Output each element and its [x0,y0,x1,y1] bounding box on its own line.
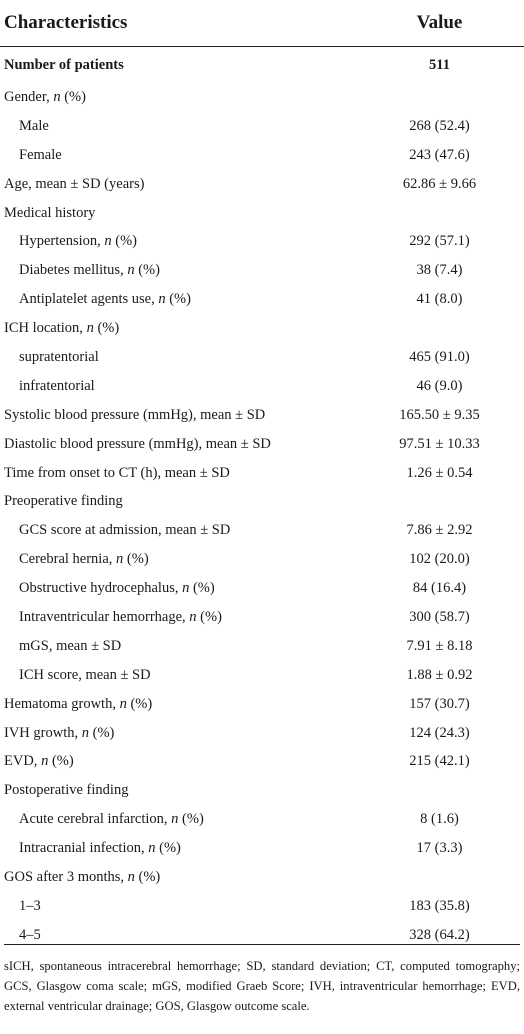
table-row [0,574,524,603]
table-row [0,661,524,690]
header-row [0,0,524,47]
row-label: ICH score, mean ± SD [19,666,151,683]
row-label: Hematoma growth, n (%) [4,695,153,712]
row-value: 41 (8.0) [416,291,463,308]
row-value: 511 [429,56,450,73]
row-label: Male [19,117,49,134]
row-value: 215 (42.1) [409,753,470,770]
table-footnote: sICH, spontaneous intracerebral hemorrhage; SD, standard deviation; CT, computed tomography; GCS, Glasgow coma scale; mGS, modified Graeb Score; IVH, intraventricular hemorrhage; EVD, external ventricular drainage; GOS, Glasgow outcome scale. [4,944,520,1016]
row-label: Hypertension, n (%) [19,233,137,250]
row-value: 465 (91.0) [409,348,470,365]
row-label: EVD, n (%) [4,753,74,770]
row-label: infratentorial [19,377,95,394]
table-row [0,256,524,285]
row-value: 46 (9.0) [416,377,463,394]
table-row [0,112,524,141]
table-row [0,314,524,343]
row-label: ICH location, n (%) [4,320,120,337]
row-value: 1.26 ± 0.54 [406,464,473,481]
table-row [0,199,524,228]
table-row [0,227,524,256]
row-label: Postoperative finding [4,782,129,799]
row-value: 165.50 ± 9.35 [399,406,480,423]
row-label: GCS score at admission, mean ± SD [19,522,231,539]
table-row [0,516,524,545]
row-value: 1.88 ± 0.92 [406,666,473,683]
row-label: Age, mean ± SD (years) [4,175,145,192]
row-value: 292 (57.1) [409,233,470,250]
table-row [0,401,524,430]
row-label: Diastolic blood pressure (mmHg), mean ± SD [4,435,271,452]
table-row [0,372,524,401]
row-label: Number of patients [4,56,124,73]
row-value [355,83,524,112]
table-row [0,632,524,661]
row-value: 38 (7.4) [416,262,463,279]
table-row [0,83,524,112]
row-value: 183 (35.8) [409,897,470,914]
table-row [0,690,524,719]
table-row [0,343,524,372]
row-value: 7.91 ± 8.18 [406,637,473,654]
table-row [0,834,524,863]
row-value: 268 (52.4) [409,117,470,134]
row-value: 124 (24.3) [409,724,470,741]
row-label: Female [19,146,62,163]
row-label: Gender, n (%) [4,88,86,105]
row-label: Cerebral hernia, n (%) [19,551,149,568]
row-value: 62.86 ± 9.66 [402,175,477,192]
row-value: 300 (58.7) [409,608,470,625]
table-row [0,170,524,199]
table-row [0,863,524,892]
table-body [0,47,524,950]
row-value [355,199,524,228]
row-value: 8 (1.6) [420,811,459,828]
table-row [0,285,524,314]
table-row [0,603,524,632]
table-header [0,0,524,47]
row-value [355,314,524,343]
row-label: Medical history [4,204,96,221]
row-label: Systolic blood pressure (mmHg), mean ± SD [4,406,266,423]
table-row [0,487,524,516]
row-label: Antiplatelet agents use, n (%) [19,291,191,308]
row-label: IVH growth, n (%) [4,724,115,741]
row-value [355,863,524,892]
table-row [0,545,524,574]
row-label: mGS, mean ± SD [19,637,122,654]
table-row [0,776,524,805]
row-label: Acute cerebral infarction, n (%) [19,811,204,828]
header-value: Value [355,0,524,47]
table-row [0,47,524,84]
table-row [0,430,524,459]
row-label: Preoperative finding [4,493,123,510]
table-row [0,141,524,170]
row-value [355,487,524,516]
row-label: GOS after 3 months, n (%) [4,868,161,885]
row-value: 157 (30.7) [409,695,470,712]
row-value: 102 (20.0) [409,551,470,568]
row-label: supratentorial [19,348,99,365]
row-value [355,776,524,805]
table-row [0,805,524,834]
header-characteristics: Characteristics [0,0,355,47]
row-label: 1–3 [19,897,41,914]
row-label: Intraventricular hemorrhage, n (%) [19,608,222,625]
table-row [0,892,524,921]
row-label: 4–5 [19,926,41,943]
row-value: 328 (64.2) [409,926,470,943]
table-row [0,747,524,776]
row-value: 84 (16.4) [412,580,467,597]
row-value: 17 (3.3) [416,840,463,857]
row-label: Time from onset to CT (h), mean ± SD [4,464,230,481]
row-value: 97.51 ± 10.33 [399,435,480,452]
row-value: 7.86 ± 2.92 [406,522,473,539]
row-label: Diabetes mellitus, n (%) [19,262,160,279]
row-value: 243 (47.6) [409,146,470,163]
table-row [0,719,524,748]
table-row [0,459,524,488]
row-label: Intracranial infection, n (%) [19,840,181,857]
row-label: Obstructive hydrocephalus, n (%) [19,580,215,597]
